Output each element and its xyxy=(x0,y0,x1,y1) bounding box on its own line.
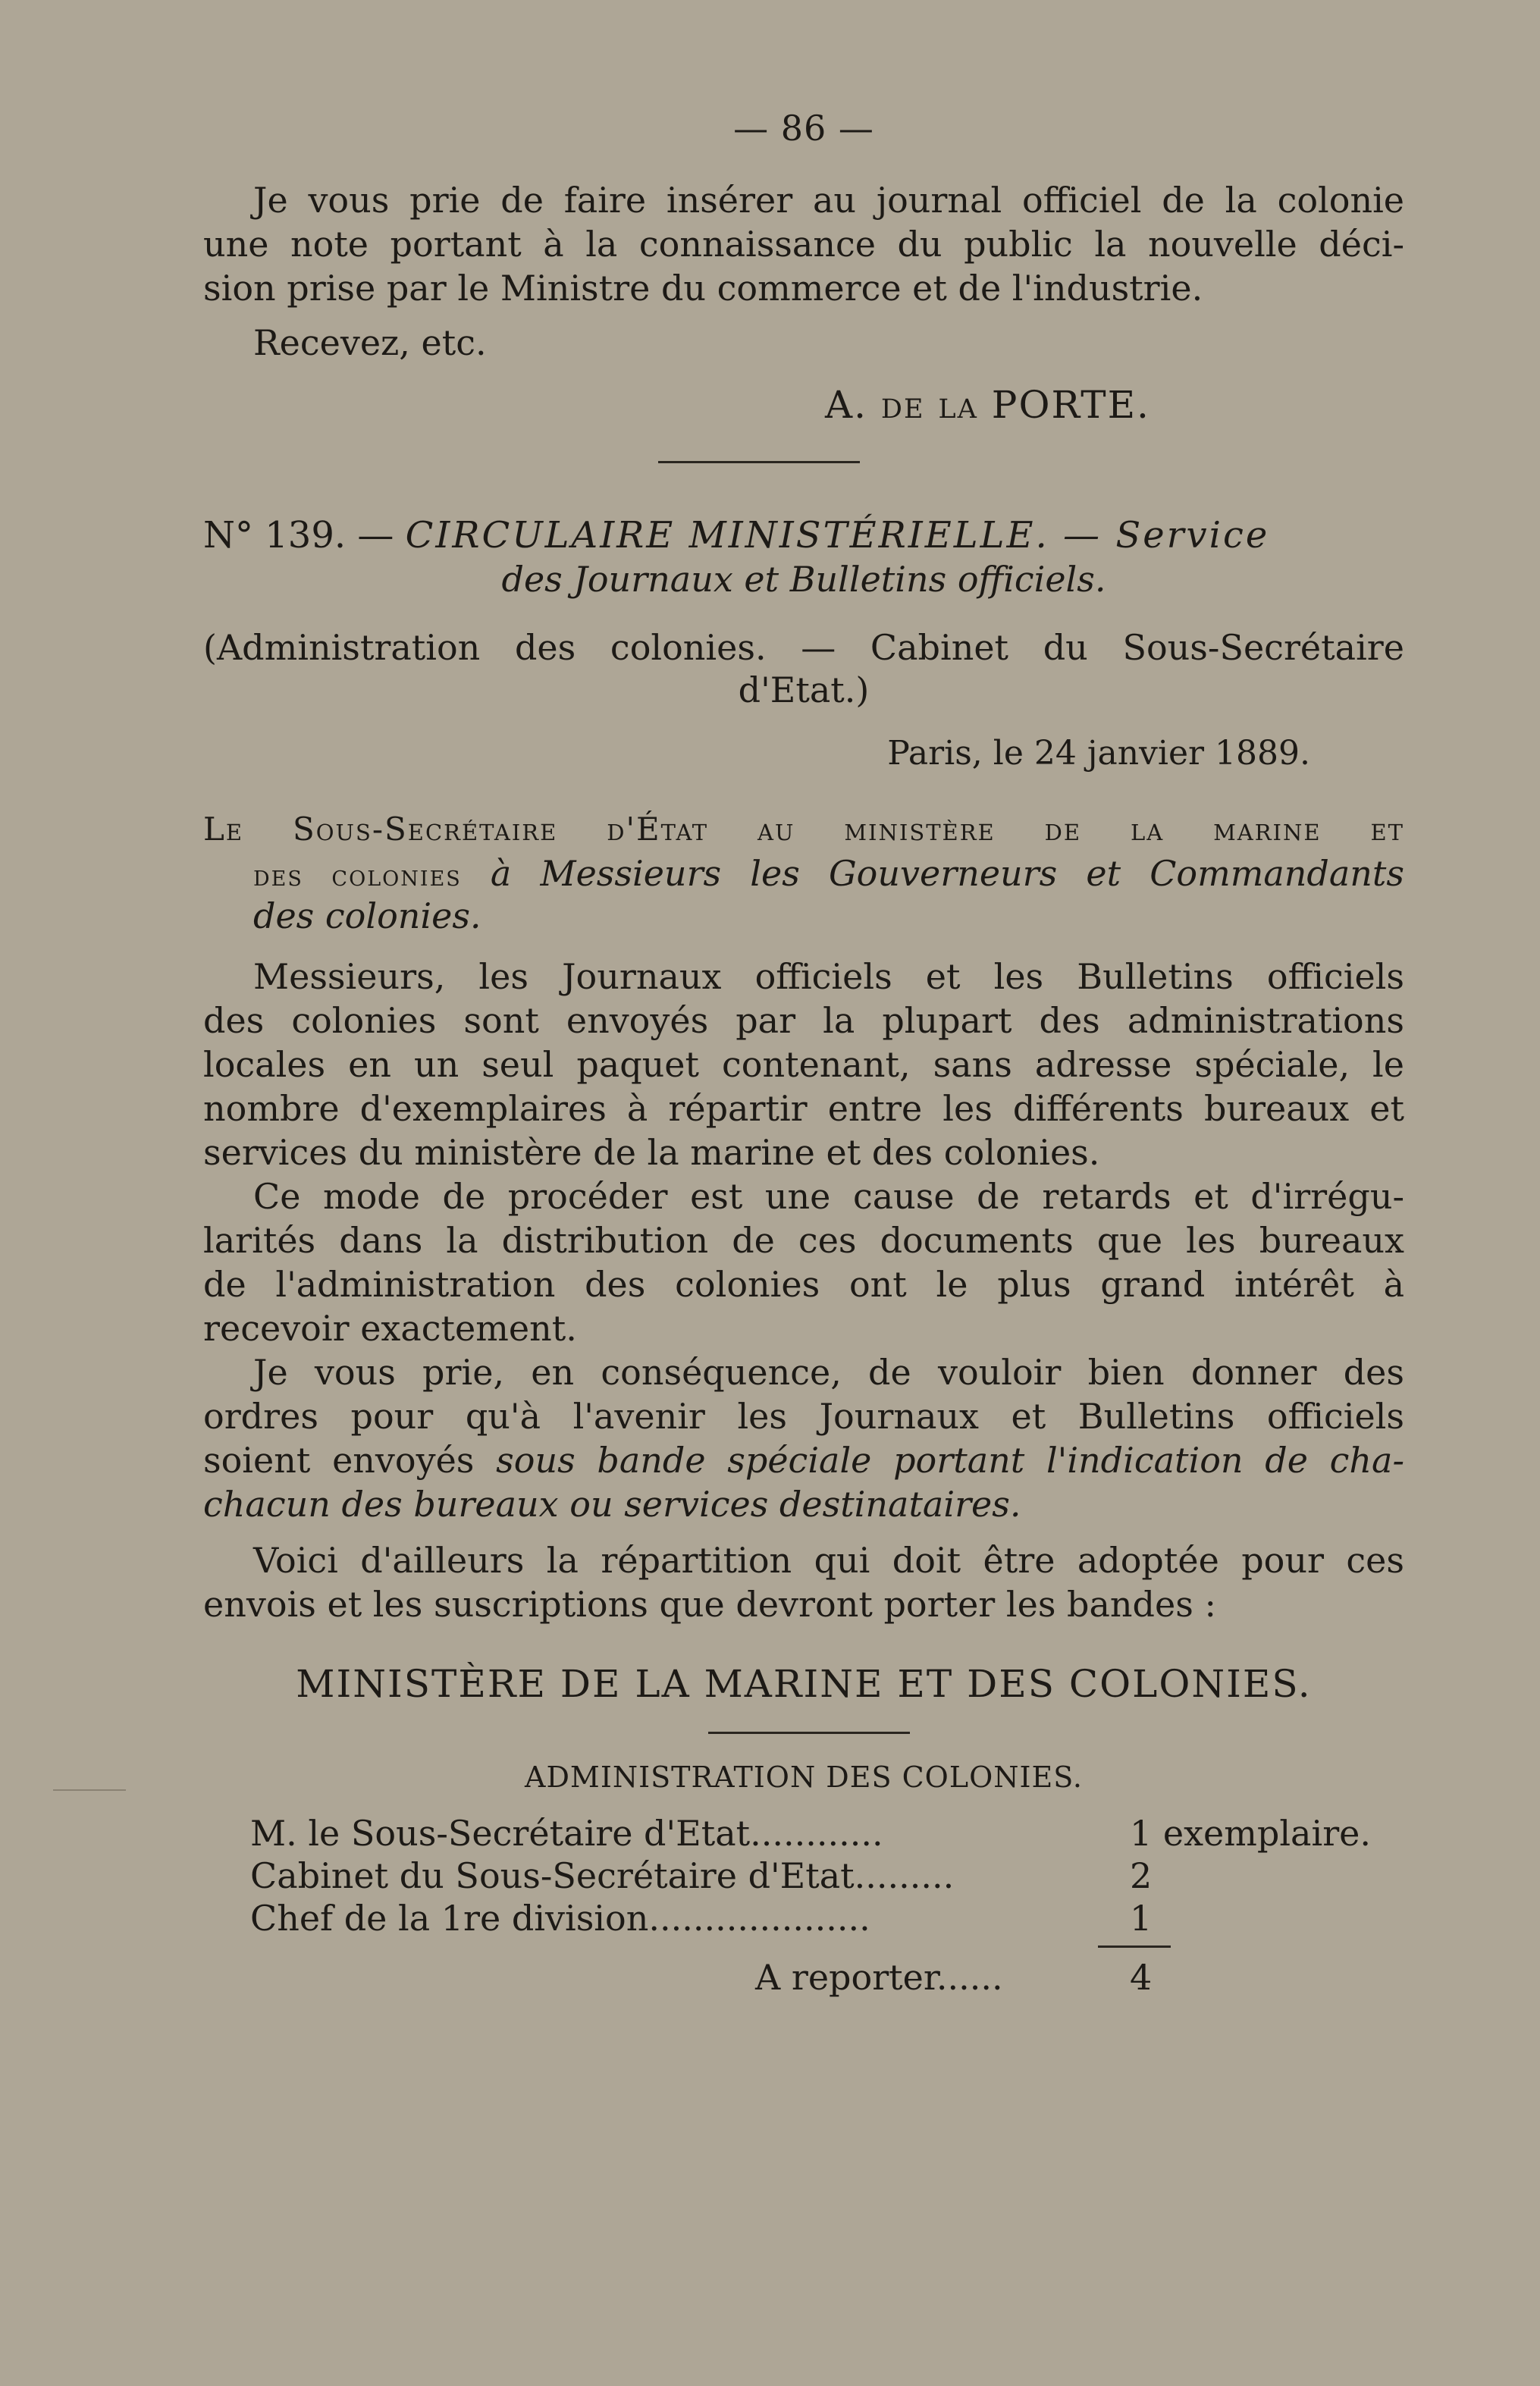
row-value: 1 xyxy=(1130,1898,1153,1939)
circular-origin: d'Etat.) xyxy=(738,669,870,710)
body-line: de l'administration des colonies ont le plus grand intérêt à xyxy=(203,1264,1404,1305)
address-line: des colonies. xyxy=(253,895,481,936)
circular-heading xyxy=(203,514,1404,557)
body-line: larités dans la distribution de ces documents que les bureaux xyxy=(203,1220,1404,1261)
body-text: soient envoyés xyxy=(203,1440,475,1481)
signature-text: A. de la PORTE. xyxy=(825,383,1150,427)
body-line: chacun des bureaux ou services destinataires. xyxy=(203,1484,1021,1525)
circular-origin: (Administration des colonies. — Cabinet du Sous-Secrétaire xyxy=(203,627,1404,668)
row-value: 2 xyxy=(1130,1855,1153,1896)
section-divider xyxy=(658,461,860,463)
row-label: Cabinet du Sous-Secrétaire d'Etat......... xyxy=(250,1855,955,1896)
body-line: des colonies sont envoyés par la plupart des administrations xyxy=(203,1000,1404,1041)
total-value: 4 xyxy=(1130,1957,1153,1998)
body-line: locales en un seul paquet contenant, sans adresse spéciale, le xyxy=(203,1044,1404,1085)
body-line: Je vous prie, en conséquence, de vouloir bien donner des xyxy=(253,1352,1404,1393)
body-line: Voici d'ailleurs la répartition qui doit être adoptée pour ces xyxy=(253,1540,1404,1581)
row-label: M. le Sous-Secrétaire d'Etat............ xyxy=(250,1813,883,1854)
letter-line: Je vous prie de faire insérer au journal officiel de la colonie xyxy=(253,180,1404,221)
heading-divider xyxy=(708,1732,910,1734)
body-line: nombre d'exemplaires à répartir entre les différents bureaux et xyxy=(203,1088,1404,1129)
letter-signature xyxy=(825,384,1356,426)
page-number: — 86 — xyxy=(733,108,874,149)
circular-date: Paris, le 24 janvier 1889. xyxy=(887,734,1310,773)
admin-heading: ADMINISTRATION DES COLONIES. xyxy=(525,1760,1083,1794)
body-line: services du ministère de la marine et des colonies. xyxy=(203,1132,1100,1173)
row-label: Chef de la 1re division.................... xyxy=(250,1898,870,1939)
body-line: recevoir exactement. xyxy=(203,1308,577,1349)
address-recipient: des colonies xyxy=(253,859,462,892)
circular-number: N° 139. — xyxy=(203,514,394,557)
body-line: Messieurs, les Journaux officiels et les Bulletins officiels xyxy=(253,956,1404,997)
body-line xyxy=(203,1439,1404,1481)
circular-subtitle: des Journaux et Bulletins officiels. xyxy=(501,559,1106,600)
page-mark xyxy=(53,1789,126,1791)
address-recipients: à Messieurs les Gouverneurs et Commandants xyxy=(490,853,1404,894)
total-label: A reporter...... xyxy=(755,1957,1003,1998)
address-line xyxy=(203,852,1404,897)
address-line: Le Sous-Secrétaire d'État au ministère de la marine et xyxy=(203,810,1404,848)
body-italic-text: sous bande spéciale portant l'indication de cha- xyxy=(496,1440,1404,1481)
row-value: 1 exemplaire. xyxy=(1130,1813,1372,1854)
letter-line: une note portant à la connaissance du public la nouvelle déci- xyxy=(203,224,1404,265)
sum-rule xyxy=(1098,1945,1171,1948)
letter-closing: Recevez, etc. xyxy=(253,322,487,363)
ministry-heading: MINISTÈRE DE LA MARINE ET DES COLONIES. xyxy=(296,1662,1312,1706)
circular-title: CIRCULAIRE MINISTÉRIELLE. — Service xyxy=(405,514,1270,557)
body-line: ordres pour qu'à l'avenir les Journaux et Bulletins officiels xyxy=(203,1396,1404,1437)
letter-line: sion prise par le Ministre du commerce et de l'industrie. xyxy=(203,268,1203,309)
body-line: Ce mode de procéder est une cause de retards et d'irrégu- xyxy=(253,1176,1404,1217)
body-line: envois et les suscriptions que devront porter les bandes : xyxy=(203,1584,1216,1625)
